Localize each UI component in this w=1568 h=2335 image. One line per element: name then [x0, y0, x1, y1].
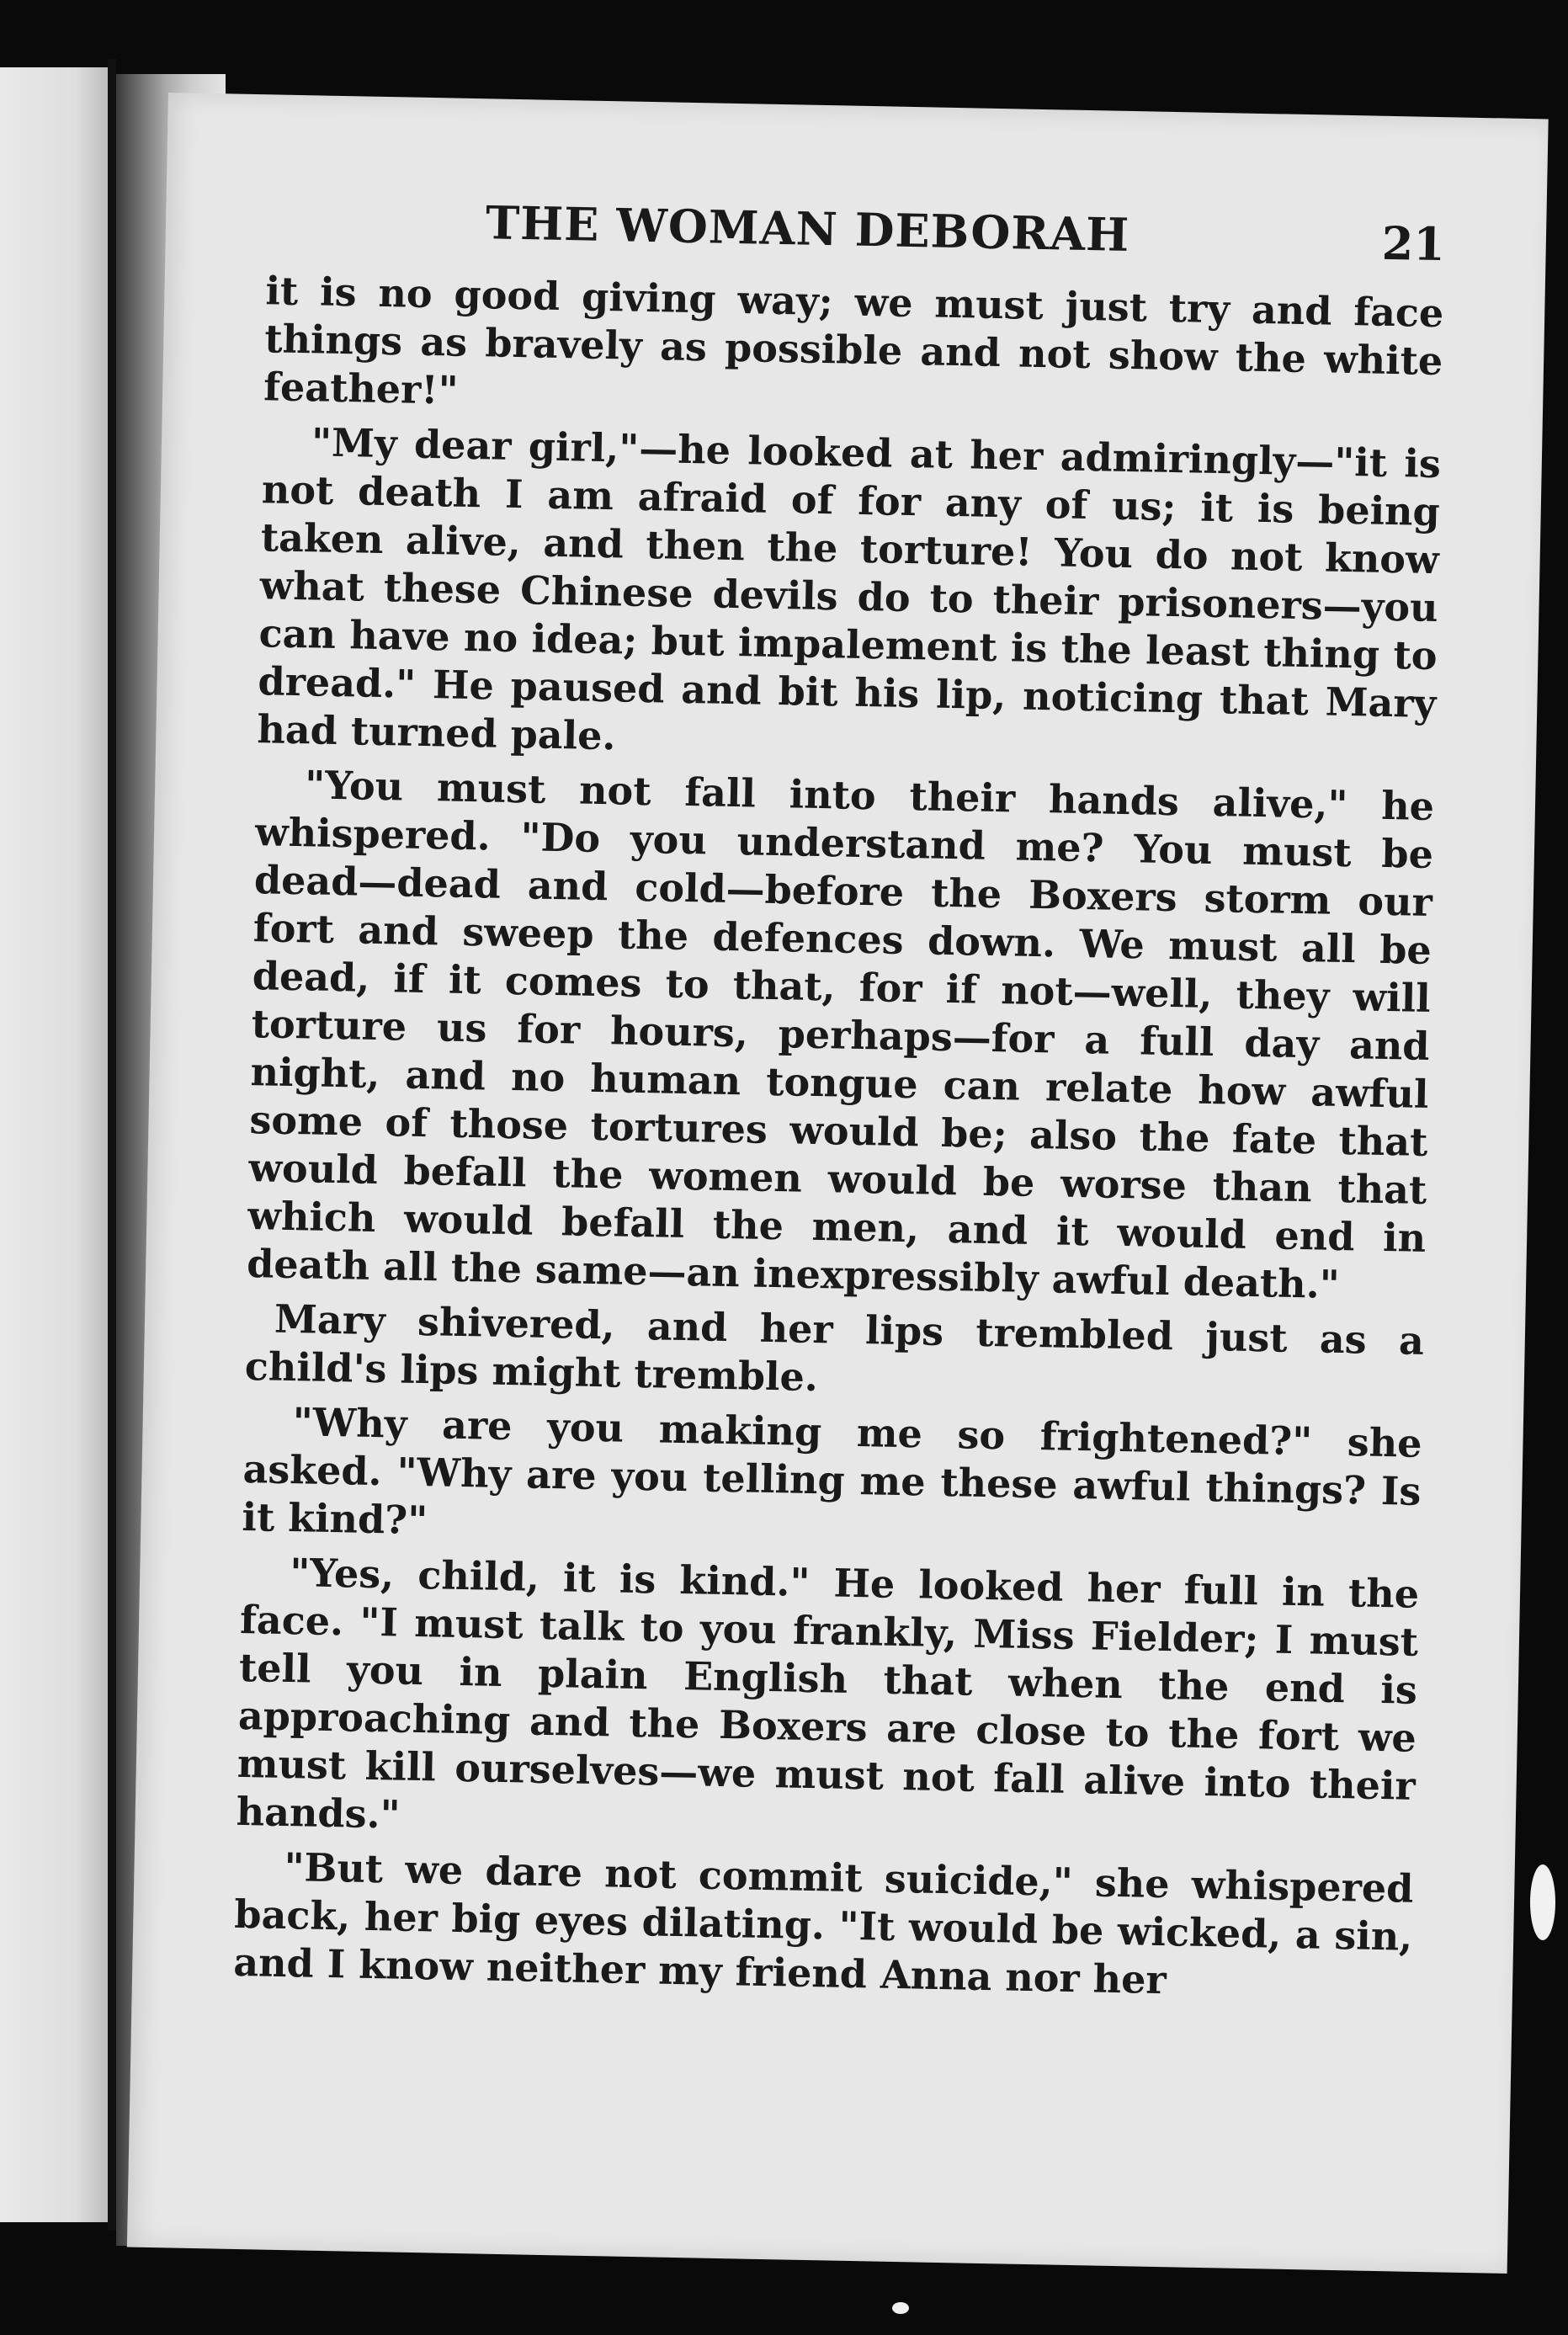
paragraph: "Why are you making me so frightened?" she asked. "Why are you telling me these awful things? Is it kind?" [242, 1399, 1422, 1544]
paragraph: Mary shivered, and her lips trembled just as a child's lips might tremble. [244, 1295, 1425, 1401]
book-page [127, 93, 1549, 2274]
facing-page-edge [0, 67, 108, 2222]
running-title: THE WOMAN DEBORAH [485, 195, 1130, 262]
page-border [108, 59, 116, 2231]
paragraph: "Yes, child, it is kind." He looked her full in the face. "I must talk to you frankly, Miss Fielder; I must tell you in plain English that when the end is approaching and the Boxers are close to the fort we must kill ourselves—we must not fall alive into their hands." [236, 1550, 1420, 1838]
paragraph: "But we dare not commit suicide," she whispered back, her big eyes dilating. "It would be wicked, a sin, and I know neither my friend Anna nor her [232, 1844, 1414, 2003]
page-content [233, 191, 1446, 2015]
scan-artifact [1530, 1864, 1555, 1940]
paragraph: "My dear girl,"—he looked at her admiringly—"it is not death I am afraid of for any of us; it is being taken alive, and then the torture! You do not know what these Chinese devils do to their prisoners—you can have no idea; but impalement is the least thing to dread." He paused and bit his lip, noticing that Mary had turned pale. [256, 419, 1442, 759]
scan-artifact [892, 2302, 909, 2314]
page-number: 21 [1381, 215, 1446, 272]
paragraph: it is no good giving way; we must just try and face things as bravely as possible and not show the white feather!" [263, 268, 1444, 413]
body-text [233, 267, 1444, 2009]
paragraph: "You must not fall into their hands alive," he whispered. "Do you understand me? You must be dead—dead and cold—before the Boxers storm our fort and sweep the defences down. We must all be dead, if it comes to that, for if not—well, they will torture us for hours, perhaps—for a full day and night, and no human tongue can relate how awful some of those tortures would be; also the fate that would befall the women would be worse than that which would befall the men, and it would end in death all the same—an inexpressibly awful death." [246, 762, 1435, 1307]
